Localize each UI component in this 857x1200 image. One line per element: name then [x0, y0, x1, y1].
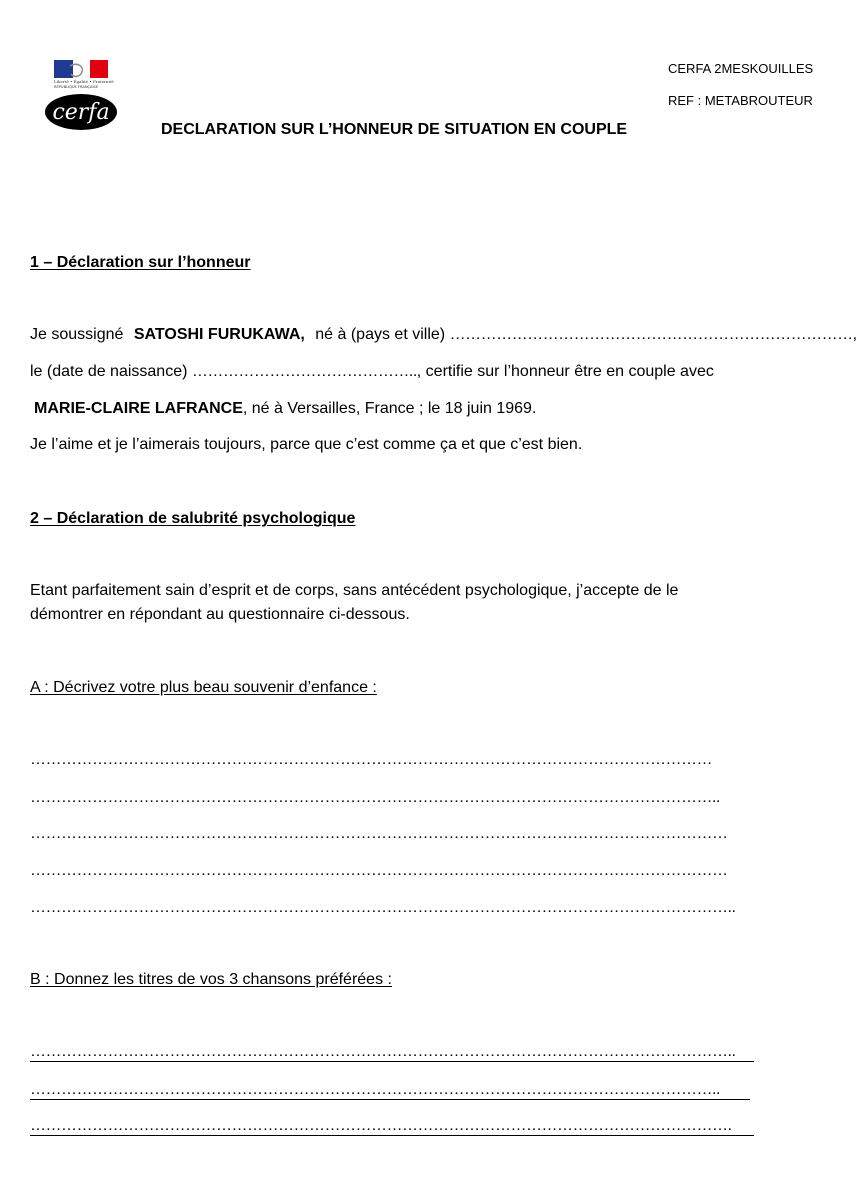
birthplace-field[interactable]: ……………………………………………………………………,	[449, 326, 857, 343]
love-statement: Je l’aime et je l’aimerais toujours, parce que c’est comme ça et que c’est bien.	[30, 436, 583, 453]
birthplace-label: né à (pays et ville)	[315, 326, 446, 343]
cerfa-code: CERFA 2MESKOUILLES	[668, 61, 814, 76]
section-2-heading: 2 – Déclaration de salubrité psychologique	[30, 510, 356, 527]
marianne-motto: Liberté • Égalité • Fraternité	[54, 79, 114, 84]
question-b: B : Donnez les titres de vos 3 chansons préférées :	[30, 971, 392, 988]
certification-text: , certifie sur l’honneur être en couple avec	[416, 363, 714, 380]
answer-b-line[interactable]: ………………………………………………………………………………………………………………………..	[30, 1043, 754, 1062]
birthdate-line	[30, 363, 714, 381]
answer-b-line[interactable]: ……………………………………………………………………………………………………………………….	[30, 1117, 754, 1136]
question-a: A : Décrivez votre plus beau souvenir d’enfance :	[30, 679, 377, 696]
declarant-name: SATOSHI FURUKAWA,	[133, 326, 305, 343]
cerfa-logo	[44, 60, 120, 132]
birthdate-field[interactable]: ……………………………………..	[191, 363, 417, 380]
partner-line	[34, 400, 536, 418]
declarant-line	[30, 326, 857, 344]
answer-b-line[interactable]: ……………………………………………………………………………………………………………………..	[30, 1081, 750, 1100]
intro-text-line-2: démontrer en répondant au questionnaire ci-dessous.	[30, 606, 410, 623]
answer-a-line[interactable]: ………………………………………………………………………………………………………………………	[30, 825, 728, 842]
answer-a-line[interactable]: ………………………………………………………………………………………………………………………	[30, 862, 728, 879]
declarant-prefix: Je soussigné	[30, 326, 124, 343]
answer-a-line[interactable]: ………………………………………………………………………………………………………………………..	[30, 899, 736, 916]
partner-details: , né à Versailles, France ; le 18 juin 1969.	[242, 400, 537, 417]
answer-a-line[interactable]: ……………………………………………………………………………………………………………………..	[30, 789, 720, 806]
partner-name: MARIE-CLAIRE LAFRANCE	[34, 400, 243, 417]
intro-text-line-1: Etant parfaitement sain d’esprit et de corps, sans antécédent psychologique, j’accepte de le	[30, 582, 679, 599]
answer-a-line[interactable]: ……………………………………………………………………………………………………………………	[30, 751, 712, 768]
republic-label: RÉPUBLIQUE FRANÇAISE	[54, 85, 99, 89]
cerfa-wordmark: cerfa	[52, 100, 110, 125]
marianne-emblem-icon	[44, 60, 120, 132]
reference: REF : METABROUTEUR	[668, 93, 813, 108]
section-1-heading: 1 – Déclaration sur l’honneur	[30, 254, 251, 271]
birthdate-label: le (date de naissance)	[30, 363, 188, 380]
document-title: DECLARATION SUR L’HONNEUR DE SITUATION EN COUPLE	[161, 121, 628, 138]
